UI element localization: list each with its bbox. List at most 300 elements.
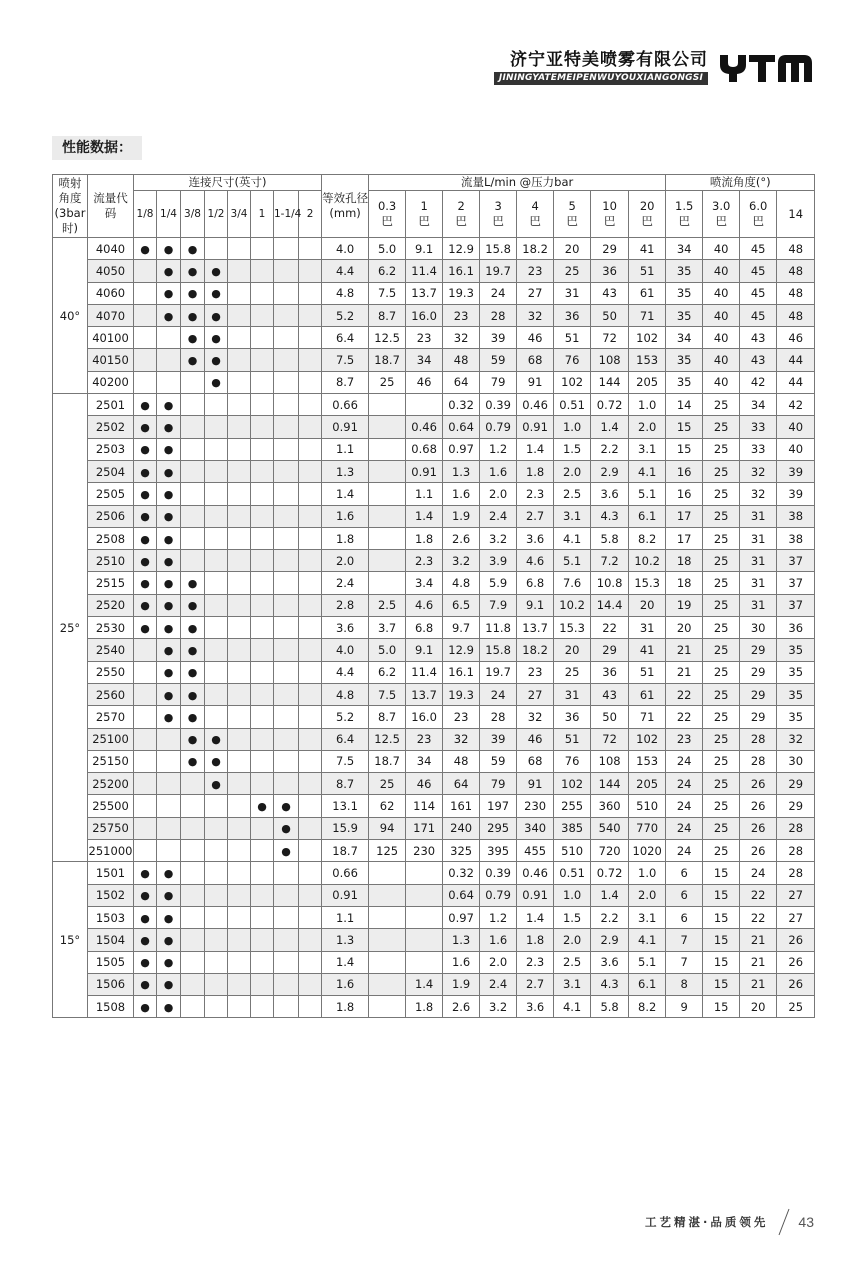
spray-angle-value: 25 [703, 750, 740, 772]
flow-code: 40200 [88, 371, 134, 393]
flow-value: 6.1 [629, 505, 666, 527]
flow-value: 0.32 [443, 394, 480, 416]
flow-code: 25750 [88, 817, 134, 839]
spray-angle-value: 34 [740, 394, 777, 416]
conn-cell [251, 683, 274, 705]
conn-cell [299, 438, 322, 460]
spray-angle-value: 43 [740, 327, 777, 349]
conn-cell [181, 438, 205, 460]
table-row [53, 773, 815, 795]
available-dot: ● [163, 309, 174, 323]
conn-cell [134, 862, 157, 884]
available-dot: ● [140, 933, 150, 947]
flow-value: 46 [517, 728, 554, 750]
page-footer [645, 1208, 814, 1236]
header-pressure [369, 191, 406, 238]
conn-cell [134, 238, 157, 260]
orifice-diameter: 0.91 [322, 884, 369, 906]
spray-angle-value: 15 [703, 906, 740, 928]
flow-value: 2.0 [554, 460, 591, 482]
conn-cell [157, 550, 181, 572]
spray-angle-value: 32 [740, 460, 777, 482]
orifice-diameter: 0.66 [322, 862, 369, 884]
flow-value: 15.8 [480, 639, 517, 661]
ytm-logo-icon [718, 51, 814, 85]
spray-angle-value: 28 [777, 840, 815, 862]
header-pressure [777, 191, 815, 238]
conn-cell [251, 438, 274, 460]
conn-cell [274, 260, 299, 282]
available-dot: ● [163, 487, 174, 501]
table-row [53, 929, 815, 951]
conn-cell [157, 929, 181, 951]
flow-code: 2503 [88, 438, 134, 460]
spray-angle-value: 35 [666, 371, 703, 393]
orifice-diameter: 6.4 [322, 728, 369, 750]
flow-value: 5.1 [554, 550, 591, 572]
available-dot: ● [211, 777, 221, 791]
conn-cell [134, 349, 157, 371]
flow-value: 36 [554, 304, 591, 326]
spray-angle-value: 26 [777, 951, 815, 973]
conn-cell [181, 460, 205, 482]
conn-cell [134, 973, 157, 995]
header-spray-angle: 喷流角度(°) [666, 175, 815, 191]
conn-cell [157, 661, 181, 683]
spray-angle-value: 15 [703, 862, 740, 884]
conn-cell [251, 973, 274, 995]
flow-value: 1.0 [629, 394, 666, 416]
flow-value: 72 [591, 327, 629, 349]
spray-angle-value: 8 [666, 973, 703, 995]
flow-value: 11.4 [406, 260, 443, 282]
flow-value: 240 [443, 817, 480, 839]
conn-cell [299, 817, 322, 839]
conn-cell [274, 773, 299, 795]
table-row [53, 706, 815, 728]
flow-value: 7.5 [369, 282, 406, 304]
spray-angle-value: 35 [666, 260, 703, 282]
flow-value: 510 [629, 795, 666, 817]
table-row [53, 394, 815, 416]
spray-angle-value: 42 [740, 371, 777, 393]
spray-angle-value: 15 [666, 438, 703, 460]
conn-cell [134, 683, 157, 705]
conn-cell [228, 371, 251, 393]
orifice-diameter: 8.7 [322, 371, 369, 393]
flow-value: 2.3 [406, 550, 443, 572]
flow-value: 1.8 [517, 929, 554, 951]
spray-angle-value: 34 [666, 327, 703, 349]
flow-value: 91 [517, 773, 554, 795]
available-dot: ● [187, 331, 198, 345]
spray-angle-value: 31 [740, 527, 777, 549]
flow-value: 3.2 [480, 996, 517, 1018]
conn-cell [228, 817, 251, 839]
conn-cell [228, 661, 251, 683]
flow-value: 64 [443, 371, 480, 393]
spray-angle-value: 30 [777, 750, 815, 772]
flow-value: 76 [554, 349, 591, 371]
flow-value: 48 [443, 349, 480, 371]
conn-cell [274, 438, 299, 460]
flow-value: 153 [629, 349, 666, 371]
spray-angle-value: 26 [740, 840, 777, 862]
flow-value: 3.2 [480, 527, 517, 549]
spray-angle-value: 18 [666, 550, 703, 572]
flow-value: 2.4 [480, 505, 517, 527]
conn-cell [299, 327, 322, 349]
page-number: 43 [798, 1214, 814, 1230]
conn-cell [134, 929, 157, 951]
pressure-value: 20 [639, 199, 655, 213]
conn-cell [251, 371, 274, 393]
header-pressure [517, 191, 554, 238]
conn-cell [134, 371, 157, 393]
conn-cell [181, 706, 205, 728]
conn-cell [181, 282, 205, 304]
available-dot: ● [163, 666, 174, 680]
pressure-unit: 巴 [641, 214, 653, 228]
flow-value: 15.8 [480, 238, 517, 260]
available-dot: ● [140, 443, 150, 457]
available-dot: ● [187, 621, 198, 635]
spray-angle-value: 45 [740, 260, 777, 282]
spray-angle-value: 29 [740, 639, 777, 661]
spray-angle-value: 45 [740, 238, 777, 260]
conn-cell [228, 282, 251, 304]
flow-value: 32 [443, 327, 480, 349]
spray-angle-value: 25 [777, 996, 815, 1018]
flow-value: 0.64 [443, 884, 480, 906]
flow-value: 7.6 [554, 572, 591, 594]
conn-cell [157, 773, 181, 795]
orifice-diameter: 2.4 [322, 572, 369, 594]
table-row [53, 327, 815, 349]
conn-cell [274, 617, 299, 639]
conn-cell [205, 996, 228, 1018]
flow-value: 1.4 [591, 884, 629, 906]
spray-angle-value: 25 [703, 416, 740, 438]
flow-value: 13.7 [517, 617, 554, 639]
flow-value [406, 884, 443, 906]
flow-value: 43 [591, 683, 629, 705]
header-flow-rate: 流量L/min @压力bar [369, 175, 666, 191]
flow-value: 2.0 [554, 929, 591, 951]
spray-angle-value: 16 [666, 483, 703, 505]
flow-value [406, 862, 443, 884]
flow-value: 16.0 [406, 706, 443, 728]
flow-value: 0.39 [480, 394, 517, 416]
flow-value: 1.6 [443, 483, 480, 505]
spray-angle-value: 21 [740, 951, 777, 973]
spray-angle-value: 32 [777, 728, 815, 750]
available-dot: ● [163, 264, 174, 278]
flow-value [406, 951, 443, 973]
conn-cell [134, 438, 157, 460]
spray-angle-value: 42 [777, 394, 815, 416]
available-dot: ● [211, 354, 221, 368]
spray-angle-value: 25 [703, 661, 740, 683]
conn-cell [205, 438, 228, 460]
slogan: 工艺精湛·品质领先 [645, 1215, 769, 1229]
table-row [53, 527, 815, 549]
flow-code: 251000 [88, 840, 134, 862]
conn-cell [134, 750, 157, 772]
flow-value [369, 460, 406, 482]
flow-value: 48 [443, 750, 480, 772]
conn-cell [228, 795, 251, 817]
pressure-unit: 巴 [418, 214, 430, 228]
spray-angle-value: 25 [703, 617, 740, 639]
flow-code: 2530 [88, 617, 134, 639]
conn-cell [205, 505, 228, 527]
conn-cell [134, 728, 157, 750]
flow-value: 1.4 [591, 416, 629, 438]
flow-value: 3.1 [554, 505, 591, 527]
spray-angle-value: 38 [777, 527, 815, 549]
flow-value: 13.7 [406, 683, 443, 705]
conn-cell [134, 661, 157, 683]
spray-angle-value: 14 [666, 394, 703, 416]
conn-cell [205, 773, 228, 795]
conn-cell [228, 706, 251, 728]
spray-angle-value: 25 [703, 639, 740, 661]
table-row [53, 996, 815, 1018]
flow-value: 4.6 [406, 594, 443, 616]
conn-cell [181, 973, 205, 995]
available-dot: ● [140, 1000, 150, 1014]
conn-cell [134, 951, 157, 973]
spray-angle-value: 23 [666, 728, 703, 750]
conn-cell [251, 840, 274, 862]
flow-value: 144 [591, 773, 629, 795]
spray-angle-value: 35 [777, 639, 815, 661]
flow-code: 1502 [88, 884, 134, 906]
flow-value: 68 [517, 750, 554, 772]
conn-cell [181, 394, 205, 416]
flow-code: 25100 [88, 728, 134, 750]
flow-value: 13.7 [406, 282, 443, 304]
spray-angle-value: 40 [703, 327, 740, 349]
conn-cell [274, 706, 299, 728]
pressure-value: 5 [568, 199, 576, 213]
conn-cell [228, 773, 251, 795]
conn-cell [251, 304, 274, 326]
conn-cell [157, 594, 181, 616]
flow-value: 11.8 [480, 617, 517, 639]
flow-value: 36 [554, 706, 591, 728]
conn-cell [205, 817, 228, 839]
flow-value: 197 [480, 795, 517, 817]
spray-angle-value: 26 [740, 773, 777, 795]
flow-value: 2.9 [591, 460, 629, 482]
table-row [53, 639, 815, 661]
conn-cell [299, 505, 322, 527]
available-dot: ● [257, 800, 267, 814]
flow-code: 2508 [88, 527, 134, 549]
conn-cell [251, 795, 274, 817]
flow-value: 41 [629, 238, 666, 260]
available-dot: ● [140, 487, 150, 501]
flow-value: 6.8 [517, 572, 554, 594]
conn-cell [299, 483, 322, 505]
flow-value: 205 [629, 371, 666, 393]
conn-cell [134, 996, 157, 1018]
header-row-2 [53, 191, 815, 238]
conn-cell [274, 996, 299, 1018]
flow-value: 171 [406, 817, 443, 839]
available-dot: ● [140, 978, 150, 992]
performance-table [52, 174, 815, 1018]
table-row [53, 661, 815, 683]
table-row [53, 795, 815, 817]
flow-value: 2.2 [591, 438, 629, 460]
header-spray-angle-3bar: 喷射角度(3bar时) [53, 175, 88, 238]
flow-value: 51 [554, 327, 591, 349]
flow-value: 8.7 [369, 304, 406, 326]
flow-value: 4.3 [591, 973, 629, 995]
available-dot: ● [187, 599, 198, 613]
available-dot: ● [163, 688, 174, 702]
table-row [53, 416, 815, 438]
conn-cell [205, 906, 228, 928]
flow-value: 0.46 [517, 394, 554, 416]
flow-value: 1.4 [517, 438, 554, 460]
available-dot: ● [211, 309, 221, 323]
spray-angle-value: 28 [740, 750, 777, 772]
table-row [53, 371, 815, 393]
conn-cell [181, 773, 205, 795]
flow-value: 24 [480, 683, 517, 705]
spray-angle-value: 40 [703, 349, 740, 371]
flow-value: 15.3 [629, 572, 666, 594]
conn-cell [299, 394, 322, 416]
conn-cell [205, 951, 228, 973]
pressure-unit: 巴 [566, 214, 578, 228]
spray-angle-value: 35 [777, 683, 815, 705]
conn-cell [251, 394, 274, 416]
header-pressure [406, 191, 443, 238]
conn-cell [157, 728, 181, 750]
flow-value: 108 [591, 349, 629, 371]
spray-angle-value: 29 [740, 683, 777, 705]
spray-angle-value: 24 [666, 795, 703, 817]
conn-cell [205, 460, 228, 482]
conn-cell [181, 951, 205, 973]
conn-cell [251, 617, 274, 639]
flow-value: 10.8 [591, 572, 629, 594]
flow-value: 27 [517, 683, 554, 705]
conn-cell [134, 840, 157, 862]
flow-value: 1.4 [406, 973, 443, 995]
flow-value: 9.1 [406, 238, 443, 260]
flow-value: 23 [406, 728, 443, 750]
flow-value: 3.9 [480, 550, 517, 572]
conn-cell [228, 750, 251, 772]
conn-cell [134, 483, 157, 505]
table-row [53, 438, 815, 460]
spray-angle-value: 22 [666, 706, 703, 728]
flow-value: 4.1 [554, 996, 591, 1018]
conn-cell [134, 327, 157, 349]
flow-value: 0.51 [554, 394, 591, 416]
spray-angle-value: 17 [666, 505, 703, 527]
flow-value: 46 [406, 773, 443, 795]
header-pressure [480, 191, 517, 238]
spray-angle-value: 45 [740, 282, 777, 304]
flow-value: 5.8 [591, 527, 629, 549]
flow-value: 9.1 [406, 639, 443, 661]
flow-value: 20 [554, 639, 591, 661]
available-dot: ● [140, 510, 150, 524]
conn-cell [251, 594, 274, 616]
table-row [53, 282, 815, 304]
flow-value [369, 929, 406, 951]
conn-cell [274, 349, 299, 371]
conn-cell [205, 550, 228, 572]
conn-cell [134, 572, 157, 594]
conn-cell [228, 349, 251, 371]
orifice-diameter: 13.1 [322, 795, 369, 817]
conn-cell [299, 238, 322, 260]
flow-value: 1.6 [480, 460, 517, 482]
flow-value: 5.1 [629, 483, 666, 505]
flow-value: 61 [629, 282, 666, 304]
available-dot: ● [140, 242, 150, 256]
available-dot: ● [211, 376, 221, 390]
flow-value: 510 [554, 840, 591, 862]
conn-cell [251, 862, 274, 884]
spray-angle-value: 24 [666, 750, 703, 772]
conn-cell [251, 238, 274, 260]
orifice-diameter: 6.4 [322, 327, 369, 349]
conn-cell [299, 706, 322, 728]
conn-cell [228, 550, 251, 572]
conn-cell [205, 394, 228, 416]
flow-value: 15.3 [554, 617, 591, 639]
flow-value: 72 [591, 728, 629, 750]
spray-angle-value: 15 [703, 951, 740, 973]
spray-angle-value: 48 [777, 282, 815, 304]
conn-cell [251, 929, 274, 951]
spray-angle-value: 6 [666, 884, 703, 906]
spray-angle-value: 26 [777, 973, 815, 995]
flow-value: 1.1 [406, 483, 443, 505]
conn-cell [157, 683, 181, 705]
flow-value: 230 [406, 840, 443, 862]
available-dot: ● [187, 242, 198, 256]
spray-angle-value: 40 [703, 282, 740, 304]
spray-angle-value: 24 [666, 773, 703, 795]
available-dot: ● [163, 398, 174, 412]
flow-value: 3.7 [369, 617, 406, 639]
conn-cell [251, 906, 274, 928]
flow-value: 3.6 [517, 996, 554, 1018]
flow-value: 28 [480, 706, 517, 728]
conn-cell [157, 951, 181, 973]
spray-angle-value: 33 [740, 416, 777, 438]
conn-cell [251, 460, 274, 482]
conn-cell [157, 460, 181, 482]
spray-angle-value: 9 [666, 996, 703, 1018]
conn-cell [181, 862, 205, 884]
flow-value: 161 [443, 795, 480, 817]
spray-angle-value: 25 [703, 773, 740, 795]
flow-value: 4.1 [554, 527, 591, 549]
spray-angle-value: 7 [666, 929, 703, 951]
spray-angle-value: 21 [740, 973, 777, 995]
